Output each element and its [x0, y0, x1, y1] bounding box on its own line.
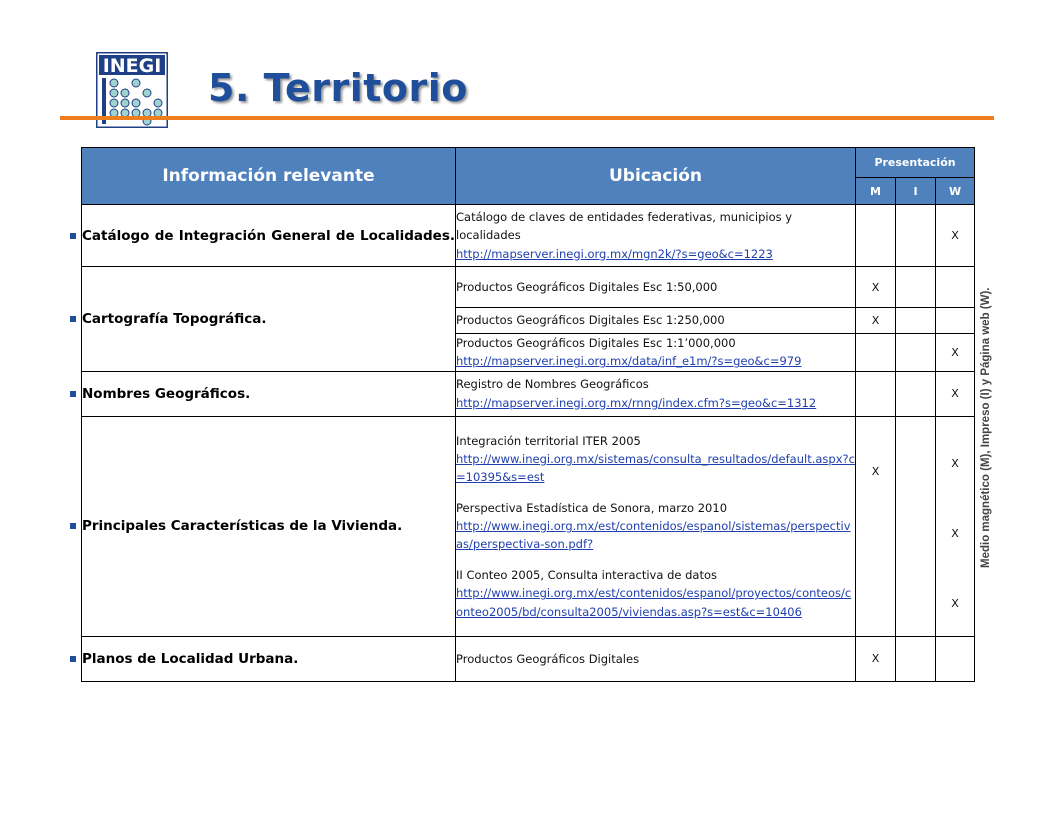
- table-row: [82, 371, 975, 416]
- mark-i: [896, 636, 936, 681]
- bullet-icon: [70, 233, 76, 239]
- territorio-table: [81, 147, 975, 682]
- ubicacion-text: Productos Geográficos Digitales Esc 1:1’000,000: [456, 336, 736, 350]
- ubicacion-text: Catálogo de claves de entidades federativas, municipios y localidades: [456, 209, 793, 243]
- header-presentacion: Presentación: [856, 148, 975, 178]
- mark-m: [856, 334, 896, 372]
- mark-m: X: [856, 636, 896, 681]
- mark-m: [856, 371, 896, 416]
- mark-w: X: [936, 371, 975, 416]
- ubicacion-link[interactable]: http://mapserver.inegi.org.mx/rnng/index.cfm?s=geo&c=1312: [456, 395, 817, 410]
- ubicacion-link[interactable]: http://www.inegi.org.mx/sistemas/consulta_resultados/default.aspx?c=10395&s=est: [456, 451, 855, 485]
- mark-w-group: [936, 416, 975, 636]
- page-title: 5. Territorio: [208, 66, 468, 110]
- ubicacion-text: Registro de Nombres Geográficos: [456, 377, 649, 392]
- info-cell: [82, 416, 456, 636]
- bullet-icon: [70, 656, 76, 662]
- mark-i: [896, 308, 936, 334]
- table-row: [82, 267, 975, 308]
- header-w: W: [936, 178, 975, 205]
- mark-w: X: [936, 205, 975, 267]
- bullet-icon: [70, 316, 76, 322]
- info-cell: [82, 636, 456, 681]
- ubicacion-link[interactable]: http://www.inegi.org.mx/est/contenidos/espanol/proyectos/conteos/conteo2005/bd/consulta2005/viviendas.asp?s=est&c=10406: [456, 586, 852, 619]
- header-m: M: [856, 178, 896, 205]
- mark-i: [896, 205, 936, 267]
- info-label: Principales Características de la Vivienda.: [82, 518, 403, 535]
- mark-i: [896, 267, 936, 308]
- info-cell: [82, 371, 456, 416]
- logo-text: INEGI: [102, 55, 162, 77]
- mark-w: X: [951, 526, 959, 540]
- mark-i: [896, 334, 936, 372]
- mark-m: X: [856, 267, 896, 308]
- header-i: I: [896, 178, 936, 205]
- ubicacion-text: Integración territorial ITER 2005: [456, 433, 641, 448]
- mark-w: X: [951, 456, 959, 470]
- table-row: [82, 416, 975, 636]
- header-ubicacion: Ubicación: [456, 148, 856, 205]
- ubicacion-link[interactable]: http://mapserver.inegi.org.mx/data/inf_e1m/?s=geo&c=979: [456, 354, 802, 369]
- bullet-icon: [70, 523, 76, 529]
- ubicacion-text: Productos Geográficos Digitales: [456, 651, 640, 666]
- title-underline: [60, 116, 994, 120]
- ubicacion-link[interactable]: http://www.inegi.org.mx/est/contenidos/espanol/sistemas/perspectivas/perspectiva-son.pdf?: [456, 519, 851, 552]
- mark-i: [896, 416, 936, 636]
- mark-w: [936, 267, 975, 308]
- mark-m: X: [856, 308, 896, 334]
- info-label: Catálogo de Integración General de Localidades.: [82, 227, 455, 244]
- ubicacion-cell: [456, 205, 856, 267]
- table-row: [82, 636, 975, 681]
- mark-w: [936, 636, 975, 681]
- ubicacion-text: Perspectiva Estadística de Sonora, marzo 2010: [456, 500, 728, 515]
- ubicacion-cell: [456, 308, 856, 334]
- info-cell: [82, 205, 456, 267]
- info-label: Cartografía Topográfica.: [82, 310, 267, 327]
- ubicacion-text: II Conteo 2005, Consulta interactiva de datos: [456, 567, 717, 582]
- info-cell: [82, 267, 456, 372]
- ubicacion-link[interactable]: http://mapserver.inegi.org.mx/mgn2k/?s=geo&c=1223: [456, 246, 773, 261]
- ubicacion-text: Productos Geográficos Digitales Esc 1:250,000: [456, 313, 725, 328]
- mark-m: X: [856, 416, 896, 636]
- side-note: Medio magnético (M), Impreso (I) y Página web (W).: [980, 287, 992, 568]
- ubicacion-cell: [456, 371, 856, 416]
- ubicacion-cell: [456, 636, 856, 681]
- mark-w: X: [951, 596, 959, 610]
- mark-w: X: [936, 334, 975, 372]
- mark-w: [936, 308, 975, 334]
- info-label: Nombres Geográficos.: [82, 385, 251, 402]
- ubicacion-cell: [456, 334, 856, 372]
- ubicacion-cell: [456, 267, 856, 308]
- mark-m: [856, 205, 896, 267]
- mark-i: [896, 371, 936, 416]
- info-label: Planos de Localidad Urbana.: [82, 650, 299, 667]
- ubicacion-cell: [456, 416, 856, 636]
- table-row: [82, 205, 975, 267]
- header-informacion: Información relevante: [82, 148, 456, 205]
- ubicacion-text: Productos Geográficos Digitales Esc 1:50,000: [456, 279, 718, 294]
- bullet-icon: [70, 391, 76, 397]
